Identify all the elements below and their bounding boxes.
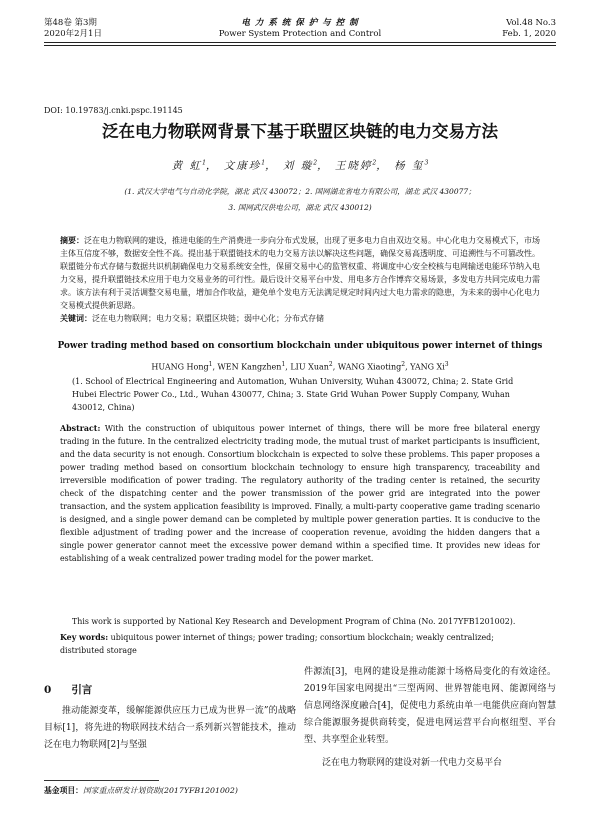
abstract-en-label: Abstract: (60, 424, 101, 433)
intro-paragraph-left: 推动能源变革，缓解能源供应压力已成为世界一流”的战略目标[1]，将先进的物联网技术结合一系列新兴智能技术，推动泛在电力物联网[2]与坚强 (44, 706, 296, 750)
doi: DOI: 10.19783/j.cnki.pspc.191145 (44, 106, 183, 115)
journal-name-en: Power System Protection and Control (218, 29, 382, 39)
journal-name-cn: 电 力 系 统 保 护 与 控 制 (241, 18, 359, 28)
keywords-cn-label: 关键词： (60, 313, 92, 323)
abstract-cn-text: 泛在电力物联网的建设，推进电能的生产消费进一步向分布式发展，出现了更多电力自由双边交易。中心化电力交易模式下，市场主体互信度不够，数据安全性不高。提出基于联盟链技术的电力交易方法以解决这些问题，确保交易高透明度、可追溯性与不可篡改性。联盟链分布式存储与数据共识机制确保电力交易系统安全性，保留交易中心的监管权重、将调度中心安全校核与电网输送电能环节纳入电力交易，提升联盟链技术应用于电力交易业务的可行性。最后设计交易平台中发、用电多方合作博弈交易场景，多发电方共同完成电力需求。该方法有利于灵活调整交易电量，增加合作收益，避免单个发电方无法满足规定时间内过大电力需求的隐患，为未来的弱中心化电力交易模式提供新思路。 (60, 236, 540, 310)
abstract-cn-label: 摘要： (60, 235, 84, 245)
paper-title-en: Power trading method based on consortium blockchain under ubiquitous power internet of things (57, 341, 543, 351)
volume-en: Vol.48 No.3 (506, 18, 556, 28)
authors-cn: 黄 虹$^1$， 文康珍$^1$， 刘 璇$^2$， 王晓婷$^2$， 杨 玺$^3$ (171, 159, 429, 172)
abstract-en-text: With the construction of ubiquitous power internet of things, there will be more free bilateral energy trading in the future. In the centralized electricity trading mode, the mutual trust of market participants is insufficient, and the data security is not enough. Consortium blockchain is expected to solve these problems. This paper proposes a power trading method based on consortium blockchain technology to ensure high transparency, traceability and irreversible modification of power trading. The regulatory authority of the trading center is retained, the security check of the dispatching center and the power transmission of the power grid are integrated into the power transaction, and the system application feasibility is improved. Finally, a multi-party cooperative game trading scenario is designed, and a single power demand can be completed by multiple power generation parties. It is conducive to the flexible adjustment of trading power and the increase of cooperation revenue, avoiding the hidden dangers that a single power generator cannot meet the excessive power demand within a specified time. It provides new ideas for establishing of a weak centralized power trading model for the power market. (60, 424, 540, 563)
author: 杨 玺$^3$ (394, 159, 429, 172)
footnote-rule (44, 780, 159, 781)
funding-footnote: 基金项目：国家重点研发计划资助(2017YFB1201002) (44, 786, 238, 795)
author: 文康珍$^1$ (223, 159, 266, 172)
keywords-cn-text: 泛在电力物联网；电力交易；联盟区块链；弱中心化；分布式存储 (92, 314, 324, 323)
paper-title-cn: 泛在电力物联网背景下基于联盟区块链的电力交易方法 (102, 122, 498, 141)
section-heading: 0 引言 (44, 684, 93, 696)
intro-paragraph-right: 件源流[3]，电网的建设是推动能源十场格局变化的有效途径。2019年国家电网提出“三型两网、世界智能电网、能源网络与信息网络深度融合[4]，促使电力系统由单一电能供应商向智慧综合能源服务提供商转变，促进电网运营平台向枢纽型、平台型、共享型企业转型。 (304, 667, 556, 745)
keywords-en (60, 631, 540, 657)
author: 王晓婷$^2$ (334, 159, 377, 172)
date-en: Feb. 1, 2020 (502, 29, 556, 39)
body-column-left (44, 682, 296, 754)
abstract-en (60, 422, 540, 565)
author: 刘 璇$^2$ (282, 159, 318, 172)
date-cn: 2020年2月1日 (44, 29, 102, 39)
header-rule-thin (44, 45, 556, 46)
support-statement: This work is supported by National Key Research and Development Program of China (No. 2017YFB1201002). (72, 617, 516, 626)
authors-en: HUANG Hong$^1$, WEN Kangzhen$^1$, LIU Xuan$^2$, WANG Xiaoting$^2$, YANG Xi$^3$ (151, 361, 449, 372)
author: 黄 虹$^1$ (171, 159, 206, 172)
intro-paragraph-right-2: 泛在电力物联网的建设对新一代电力交易平台 (322, 758, 503, 768)
keywords-en-label: Key words: (60, 633, 109, 642)
header-rule (44, 42, 556, 43)
abstract-cn (60, 234, 540, 325)
body-column-right (304, 664, 556, 772)
volume-cn: 第48卷 第3期 (44, 18, 97, 28)
affiliations-cn: (1. 武汉大学电气与自动化学院，湖北 武汉 430072；2. 国网湖北省电力有限公司，湖北 武汉 430077； 3. 国网武汉供电公司，湖北 武汉 430012) (124, 187, 476, 212)
header-issue (502, 18, 556, 40)
affiliations-en: (1. School of Electrical Engineering and Automation, Wuhan University, Wuhan 430072, China; 2. State Grid Hubei Electric Power Co., Ltd., Wuhan 430077, China; 3. State Grid Wuhan Power Supply Company, Wuhan 430012, China) (72, 377, 514, 412)
keywords-en-text: ubiquitous power internet of things; power trading; consortium blockchain; weakly centralized; distributed storage (60, 633, 494, 655)
